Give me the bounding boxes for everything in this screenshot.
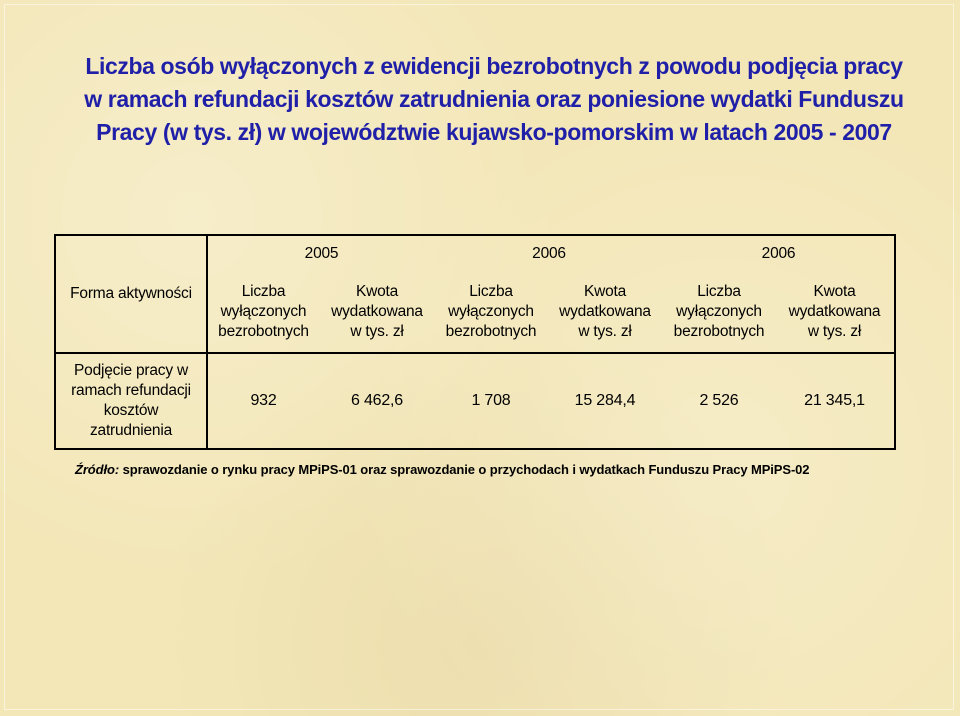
sub-header-amount-2005 (319, 273, 435, 353)
sub-header-line: wyłączonych (448, 303, 534, 321)
sub-header-line: Liczba (469, 283, 513, 301)
source-label: Źródło: (75, 462, 120, 477)
row-header-label: Forma aktywności (55, 235, 207, 353)
year-header-3-text: 2006 (761, 245, 796, 263)
year-header-3 (663, 235, 895, 273)
title-line-1: Liczba osób wyłączonych z ewidencji bezrobotnych z powodu podjęcia pracy (85, 53, 903, 79)
sub-header-line: wydatkowana (331, 303, 423, 321)
source-note (75, 462, 809, 477)
value-amount-2005: 6 462,6 (319, 353, 435, 449)
title-line-3: Pracy (w tys. zł) w województwie kujawsko-pomorskim w latach 2005 - 2007 (96, 119, 892, 145)
row-label-line: zatrudnienia (89, 422, 173, 439)
sub-header-line: Kwota (583, 283, 627, 301)
page-title (84, 50, 904, 149)
row-label-line: kosztów (103, 402, 159, 419)
year-header-2-text: 2006 (532, 245, 566, 263)
sub-header-amount-2007 (775, 273, 895, 353)
source-text: sprawozdanie o rynku pracy MPiPS-01 oraz sprawozdanie o przychodach i wydatkach Funduszu Pracy MPiPS-02 (122, 462, 810, 477)
sub-header-line: Kwota (355, 283, 399, 301)
year-header-row (55, 235, 895, 273)
title-line-2: w ramach refundacji kosztów zatrudnienia oraz poniesione wydatki Funduszu (84, 86, 904, 112)
row-label (55, 353, 207, 449)
sub-header-line: wyłączonych (220, 303, 307, 321)
table-row (55, 353, 895, 449)
year-header-1 (207, 235, 435, 273)
value-amount-2006: 15 284,4 (547, 353, 663, 449)
row-label-line: Podjęcie pracy w (74, 362, 188, 379)
row-label-line: ramach refundacji (71, 382, 191, 399)
year-header-2 (435, 235, 663, 273)
sub-header-amount-2006 (547, 273, 663, 353)
sub-header-count-2007 (663, 273, 775, 353)
sub-header-line: wyłączonych (676, 303, 762, 321)
sub-header-line: bezrobotnych (445, 323, 537, 341)
value-count-2007: 2 526 (663, 353, 775, 449)
sub-header-line: wydatkowana (788, 303, 881, 321)
data-table (54, 234, 896, 450)
sub-header-line: Liczba (697, 283, 741, 301)
value-amount-2007: 21 345,1 (775, 353, 895, 449)
value-count-2006: 1 708 (435, 353, 547, 449)
sub-header-count-2006 (435, 273, 547, 353)
sub-header-line: bezrobotnych (218, 323, 309, 341)
sub-header-line: bezrobotnych (673, 323, 765, 341)
sub-header-line: wydatkowana (559, 303, 651, 321)
sub-header-line: w tys. zł (578, 323, 632, 341)
sub-header-line: w tys. zł (807, 323, 862, 341)
sub-header-line: w tys. zł (350, 323, 404, 341)
year-header-1-text: 2005 (304, 245, 339, 263)
value-count-2005: 932 (207, 353, 319, 449)
sub-header-line: Liczba (241, 283, 286, 301)
sub-header-count-2005 (207, 273, 319, 353)
sub-header-line: Kwota (813, 283, 856, 301)
